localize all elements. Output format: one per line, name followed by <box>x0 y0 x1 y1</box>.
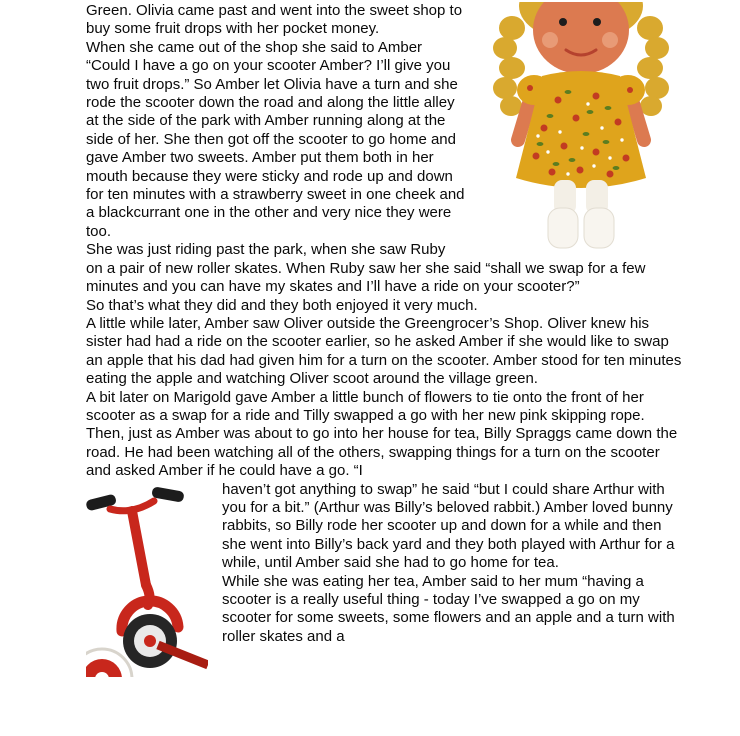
doll-eye-left <box>559 18 567 26</box>
doll-eye-right <box>593 18 601 26</box>
scooter-photo <box>86 481 208 677</box>
story-paragraph-7-part1: Then, just as Amber was about to go into her house for tea, Billy Spraggs came down the road. He had been watching all of the others, swapping things for a turn on the scooter and asked Amber if he could have a go. “I <box>86 425 678 480</box>
story-paragraph-3: She was just riding past the park, when she saw Ruby on a pair of new roller skates. When Ruby saw her she said “shall we swap for a few minutes and you can have my skates and I’ll have a ride on your scooter?” <box>86 241 646 296</box>
scooter-frame <box>110 501 178 631</box>
story-paragraph-5: A little while later, Amber saw Oliver outside the Greengrocer’s Shop. Oliver knew his sister had had a ride on the scooter earlier, so he asked Amber if she would like to swap an apple that his dad had given him for a turn on the scooter. Amber stood for ten minutes eating the apple and watching Oliver scoot around the village green. <box>86 314 682 388</box>
doll-cheek-left <box>542 32 558 48</box>
doll-boots <box>548 208 614 248</box>
doll-cheek-right <box>602 32 618 48</box>
story-paragraph-8: While she was eating her tea, Amber said to her mum “having a scooter is a really useful thing - today I’ve swapped a go on my scooter for some sweets, some flowers and an apple and a turn with roller skates and a <box>222 572 675 645</box>
story-paragraph-1: Green. Olivia came past and went into the sweet shop to buy some fruit drops with her pocket money. <box>86 2 463 38</box>
red-scooter-image <box>86 481 208 677</box>
story-paragraph-4: So that’s what they did and they both enjoyed it very much. <box>86 296 478 314</box>
rag-doll-image <box>478 2 684 250</box>
front-wheel-hub <box>144 635 156 647</box>
story-paragraph-7-part2: haven’t got anything to swap” he said “but I could share Arthur with you for a bit.” (Arthur was Billy’s beloved rabbit.) Amber loved bunny rabbits, so Billy rode her scooter up and down for a while and then she went into Billy’s back yard and they both played with Arthur for a while, until Amber said she had to go home for tea. <box>222 480 675 572</box>
story-paragraph-2: When she came out of the shop she said to Amber “Could I have a go on your scooter Amber? I’ll give you two fruit drops.” So Amber let Olivia have a turn and she rode the scooter down the road and along the little alley at the side of the park with Amber running along at the side of her. She then got off the scooter to go home and gave Amber two sweets. Amber put them both in her mouth because they were sticky and rode up and down for ten minutes with a strawberry sweet in one cheek and a blackcurrant one in the other and very nice they were too. <box>86 38 465 240</box>
story-paragraph-6: A bit later on Marigold gave Amber a little bunch of flowers to tie onto the front of her scooter as a swap for a ride and Tilly swapped a go with her new pink skipping rope. <box>86 388 645 424</box>
doll-photo <box>478 2 684 250</box>
